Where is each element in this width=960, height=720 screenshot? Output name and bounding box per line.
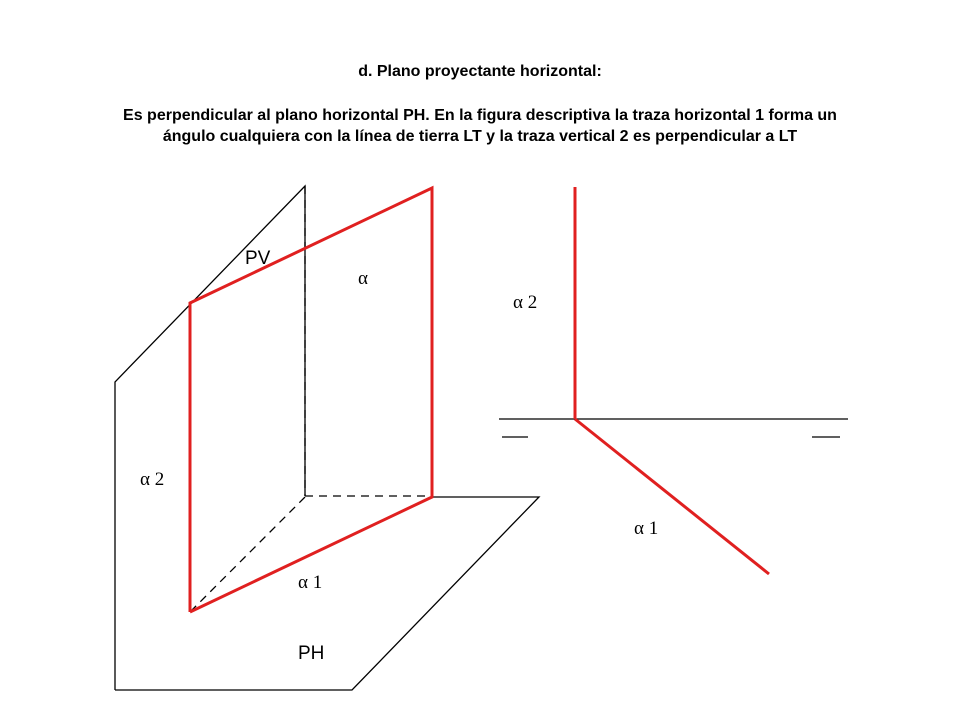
horizontal-trace-label-3d: α 1 (298, 572, 323, 593)
plane-alpha-label: α (358, 268, 368, 289)
horizontal-trace (575, 419, 769, 574)
vertical-trace-label-3d: α 2 (140, 469, 165, 490)
horizontal-plane-label: PH (298, 643, 325, 664)
descriptive-figure (499, 187, 848, 574)
horizontal-trace-label: α 1 (634, 518, 659, 539)
slide-title: d. Plano proyectante horizontal: (358, 63, 602, 80)
vertical-plane-label: PV (245, 248, 271, 269)
description-line-2: ángulo cualquiera con la línea de tierra LT y la traza vertical 2 es perpendicular a LT (162, 128, 798, 145)
perspective-figure (115, 186, 539, 690)
hidden-edge-diagonal (190, 497, 305, 612)
description-line-1: Es perpendicular al plano horizontal PH. En la figura descriptiva la traza horizontal 1 forma un (123, 107, 837, 124)
vertical-trace-label: α 2 (513, 292, 538, 313)
horizontal-plane-outline (115, 497, 539, 690)
plane-alpha-outline (190, 188, 432, 612)
